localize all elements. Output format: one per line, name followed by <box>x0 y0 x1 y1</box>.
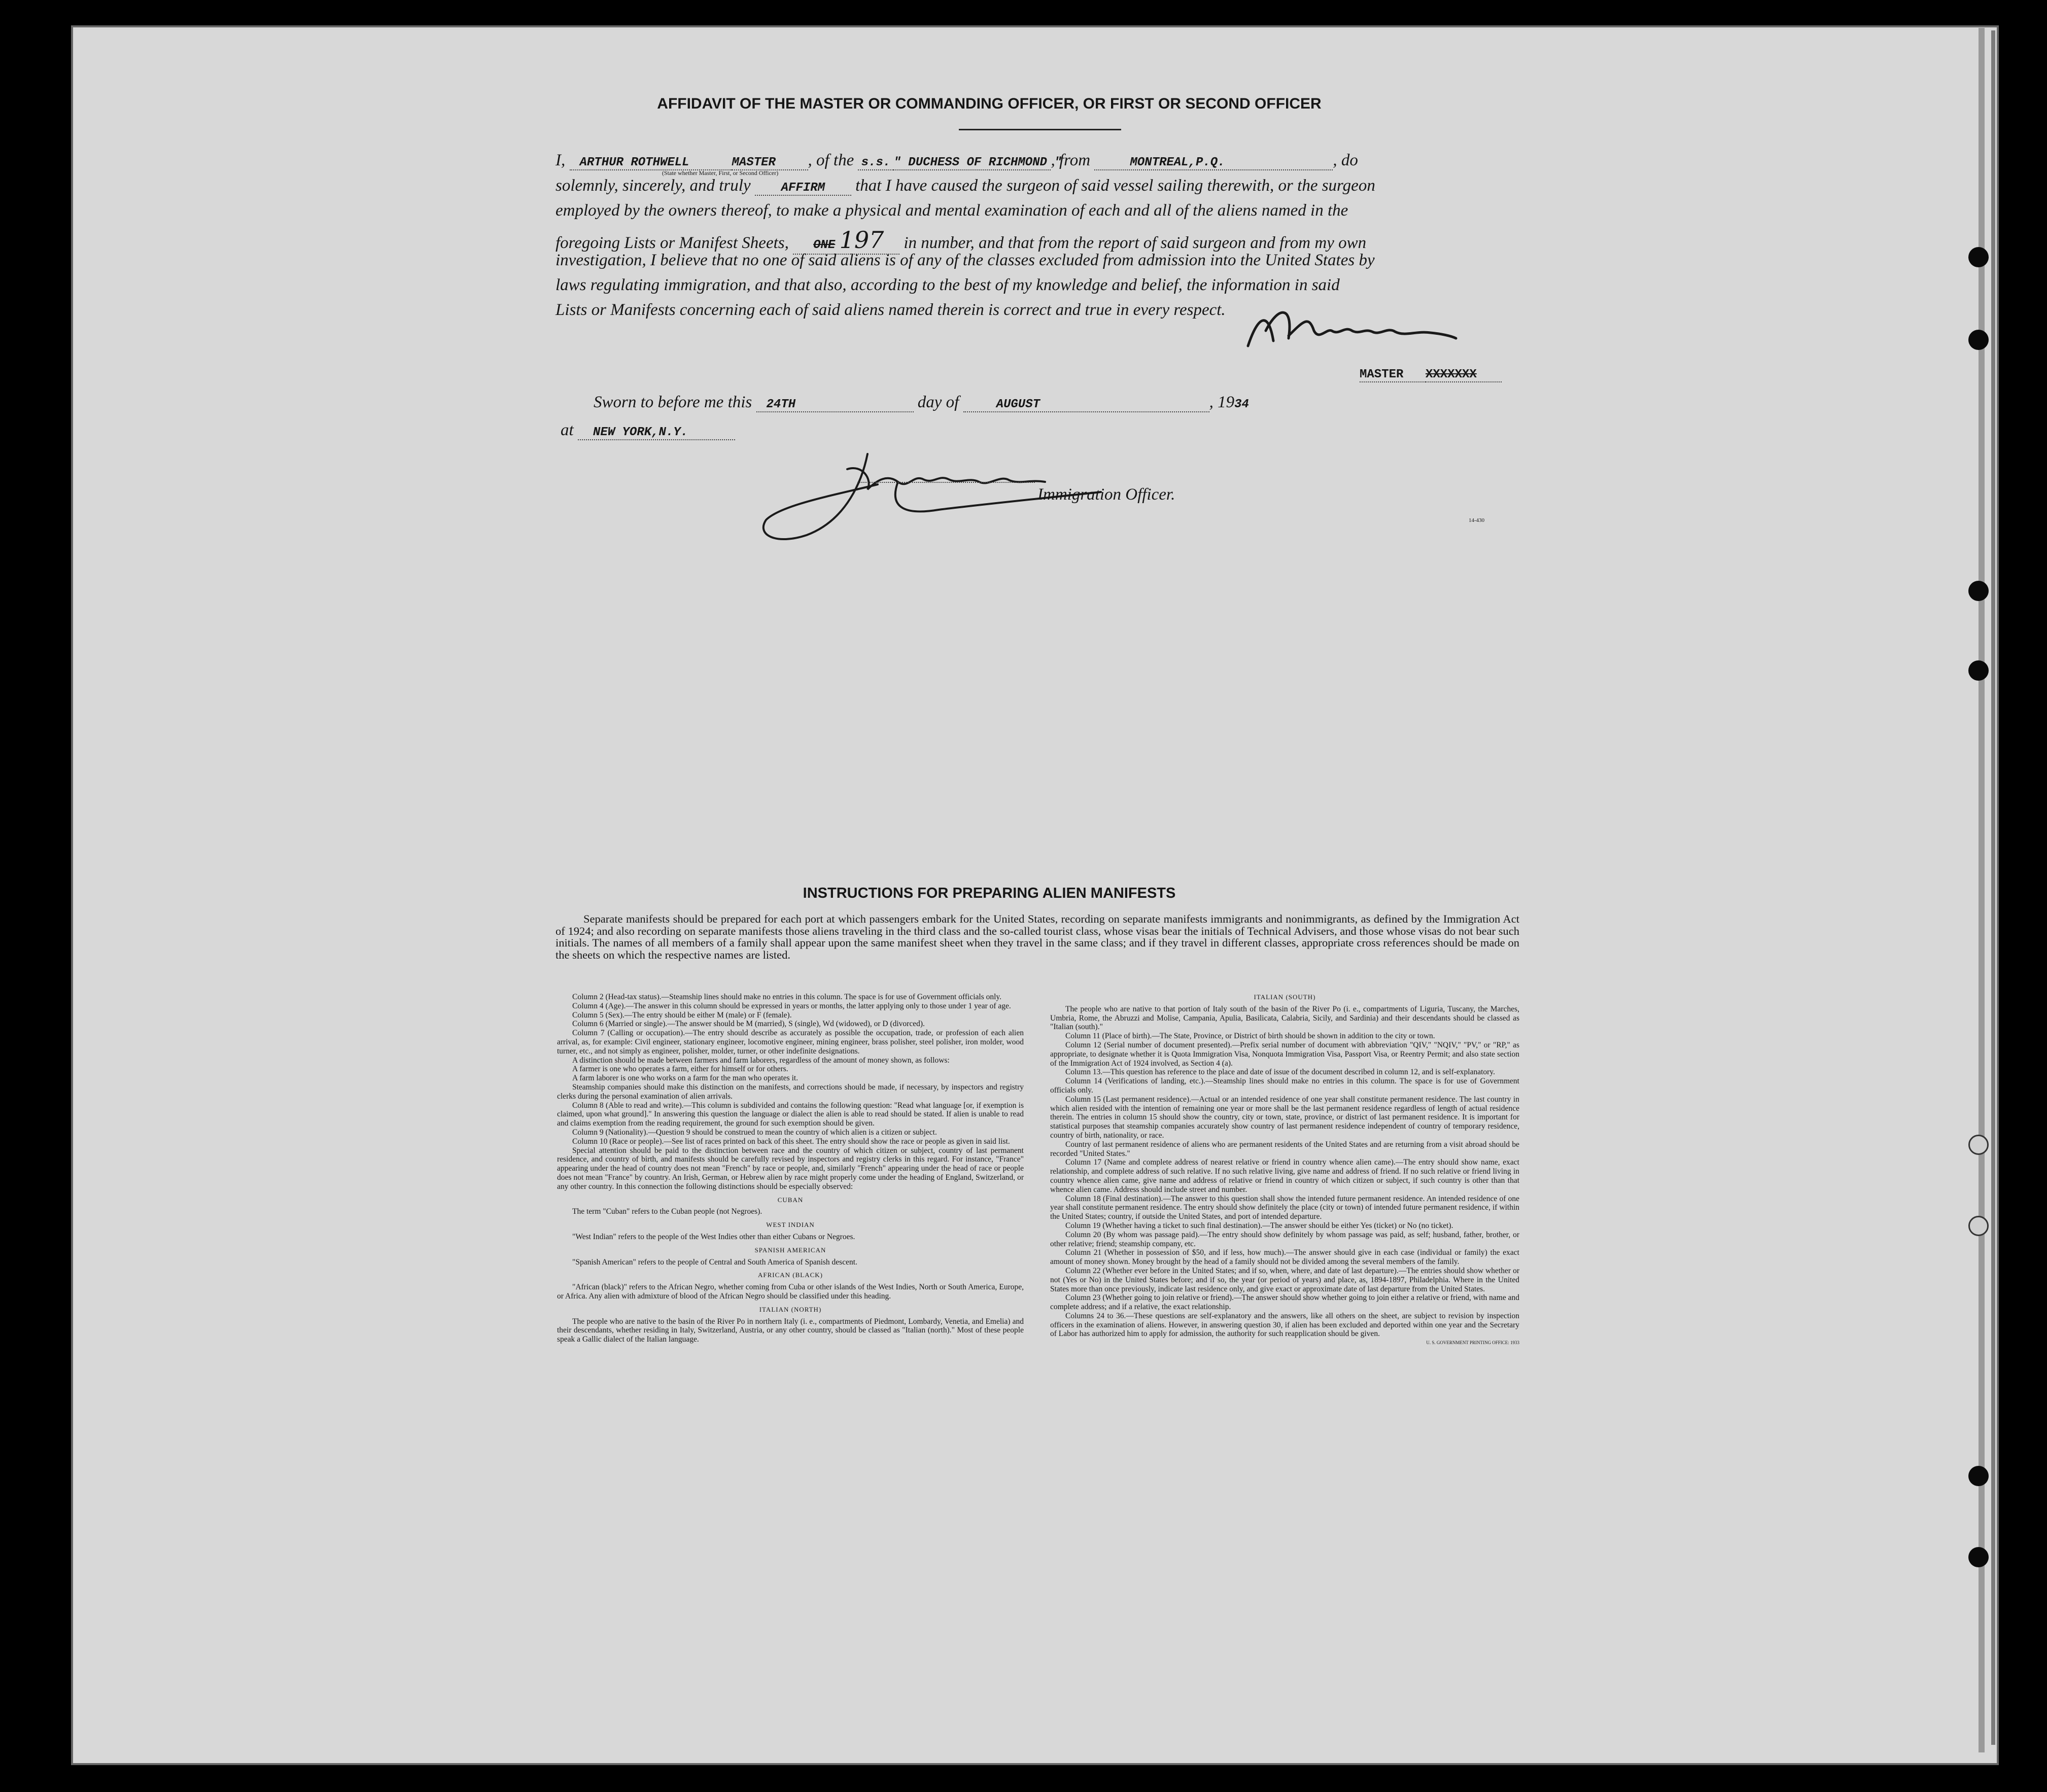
officer-sign-line <box>857 482 1035 483</box>
instruction-paragraph: Country of last permanent residence of aliens who are permanent residents of the United States and are returning from a visit abroad should be recorded "United States." <box>1050 1140 1519 1158</box>
instructions-intro: Separate manifests should be prepared for each port at which passengers embark for the United States, recording on separate manifests immigrants and nonimmigrants, as defined by the Immigration Act of 1924; and also recording on separate manifests those aliens traveling in the third class and the so-called tourist class, whose visas bear the initials of Technical Advisers, and those whose visas do not bear such initials. The names of all members of a family shall appear upon the same manifest sheet when they travel in the same class; and if they travel in different classes, appropriate cross references should be made on the sheets on which the respective names are listed. <box>556 912 1519 961</box>
sworn-line <box>594 393 1249 412</box>
binder-hole-icon <box>1968 660 1989 681</box>
do-label: , do <box>1333 151 1358 169</box>
master-signature <box>1238 300 1461 356</box>
master-name: ARTHUR ROTHWELL <box>570 156 732 170</box>
instruction-paragraph: Column 13.—This question has reference to the place and date of issue of the document described in column 12, and is self-explanatory. <box>1065 1068 1495 1077</box>
instruction-paragraph: Column 5 (Sex).—The entry should be either M (male) or F (female). <box>572 1010 792 1020</box>
instruction-paragraph: A farmer is one who operates a farm, either for himself or for others. <box>572 1065 788 1074</box>
instruction-paragraph: Column 21 (Whether in possession of $50, and if less, how much).—The answer should give in each case (individual or family) the exact amount of money shown. Money brought by the head of a family should not be divided among the several members of the family. <box>1050 1248 1519 1267</box>
instruction-paragraph: Columns 24 to 36.—These questions are self-explanatory and the answers, like all others on the sheet, are subject to revision by inspection officers in the examination of aliens. However, in answering question 30, if alien has been excluded and deported within one year and the Secretary of Labor has authorized him to apply for admission, the authority for such reapplication should be given. <box>1050 1311 1519 1339</box>
printing-office: U. S. GOVERNMENT PRINTING OFFICE: 1933 <box>1426 1340 1519 1346</box>
ship-prefix: s.s. <box>858 156 893 170</box>
instructions-right-column <box>1050 993 1519 1348</box>
west-indian-heading: WEST INDIAN <box>766 1221 815 1229</box>
instruction-paragraph: Column 10 (Race or people).—See list of races printed on back of this sheet. The entry should show the race or people as given in said list. <box>572 1137 1010 1146</box>
binder-hole-icon <box>1968 247 1989 267</box>
instruction-paragraph: Column 18 (Final destination).—The answer to this question shall show the intended future permanent residence. An intended residence of one year shall constitute permanent residence. The entry should show definitely the place (city or town) of intended future permanent residence, if within the United States; country, if outside the United States, and port of intended departure. <box>1050 1194 1519 1221</box>
page-edge <box>1991 30 1995 1745</box>
instruction-paragraph: The people who are native to that portion of Italy south of the basin of the River Po (i. e., compartments of Liguria, Tuscany, the Marches, Umbria, Rome, the Abruzzi and Molise, Campania, Apulia, Basilicata, Calabria, Sicily, and Sardinia) and their descendants should be classed as "Italian (south)." <box>1050 1004 1519 1032</box>
page-edge <box>1979 28 1985 1752</box>
signer-title-row <box>1360 368 1502 382</box>
master-rank: MASTER <box>732 156 808 170</box>
sheet-count-handwritten: 197 <box>839 226 884 254</box>
spanish-american-text: "Spanish American" refers to the people of Central and South America of Spanish descent. <box>572 1257 857 1267</box>
departure-port: MONTREAL,P.Q. <box>1094 156 1333 170</box>
italian-south-heading: ITALIAN (SOUTH) <box>1254 993 1316 1001</box>
affidavit-line-4 <box>556 226 1366 255</box>
affidavit-line-2 <box>556 177 1375 196</box>
west-indian-text: "West Indian" refers to the people of the West Indies other than either Cubans or Negroes. <box>572 1232 855 1241</box>
affidavit-title: AFFIDAVIT OF THE MASTER OR COMMANDING OFFICER, OR FIRST OR SECOND OFFICER <box>657 95 1322 112</box>
signer-title-struck: XXXXXXX <box>1426 368 1502 382</box>
form-number: 14-430 <box>1469 517 1485 523</box>
affirm-word: AFFIRM <box>755 181 851 196</box>
binder-hole-icon <box>1968 1547 1989 1567</box>
instruction-paragraph: Column 15 (Last permanent residence).—Actual or an intended residence of one year shall constitute permanent residence. The last country in which alien resided with the intention of remaining one year or more shall be the last permanent residence regardless of length of actual residence therein. The entries in column 15 should show the country, city or town, state, province, or district of last permanent residence. It is important for statistical purposes that steamship companies accurately show country of last permanent residence independent of country of temporary residence, country of birth, nationality, or race. <box>1050 1095 1519 1140</box>
affidavit-line-5: investigation, I believe that no one of said aliens is of any of the classes excluded from admission into the United States by <box>556 251 1375 269</box>
binder-hole-icon <box>1968 1216 1989 1236</box>
affidavit-line-1 <box>556 151 1358 170</box>
instruction-paragraph: Column 2 (Head-tax status).—Steamship lines should make no entries in this column. The space is for use of Government officials only. <box>572 993 1002 1001</box>
year-prefix: , 19 <box>1209 393 1235 411</box>
instruction-paragraph: A farm laborer is one who works on a farm for the man who operates it. <box>572 1074 799 1083</box>
at-line <box>561 421 735 440</box>
sheet-count-typed: ONE <box>813 238 836 252</box>
officer-title: Immigration Officer. <box>1037 485 1175 504</box>
binder-hole-icon <box>1968 1135 1989 1155</box>
solemnly-text: solemnly, sincerely, and truly <box>556 177 751 195</box>
sworn-day: 24TH <box>756 398 914 412</box>
day-of-label: day of <box>917 393 959 411</box>
i-label: I, <box>556 151 566 169</box>
sworn-label: Sworn to before me this <box>594 393 752 411</box>
instruction-paragraph: Column 19 (Whether having a ticket to such final destination).—The answer should be either Yes (ticket) or No (no ticket). <box>1065 1221 1453 1230</box>
affidavit-line-6: laws regulating immigration, and that also, according to the best of my knowledge and belief, the information in said <box>556 276 1340 294</box>
italian-north-heading: ITALIAN (NORTH) <box>759 1305 822 1313</box>
from-label: , from <box>1051 151 1091 169</box>
title-divider <box>959 129 1121 130</box>
african-text: "African (black)" refers to the African Negro, whether coming from Cuba or other islands of the West Indies, North or South America, Europe, or Africa. Any alien with admixture of blood of the African Negro should be classified under this heading. <box>557 1283 1024 1301</box>
instruction-paragraph: Column 20 (By whom was passage paid).—The entry should show definitely by whom passage was paid, as self; husband, father, brother, or other relative; friend; steamship company, etc. <box>1050 1230 1519 1248</box>
instruction-paragraph: Column 22 (Whether ever before in the United States; and if so, when, where, and date of last departure).—The entries should show whether or not (Yes or No) in the United States before; and if so, the year (or period of years) and place, as, 1894-1897, Philadelphia. Where in the United States more than once previously, indicate last residence only, and give exact or approximate date of last departure from the United States. <box>1050 1266 1519 1293</box>
sworn-place: NEW YORK,N.Y. <box>578 426 735 440</box>
instruction-paragraph: Special attention should be paid to the distinction between race and the country of which citizen or subject, country of last permanent residence, and country of birth, and manifests should be carefully revised by inspectors and registry clerks in this regard. For instance, "France" appearing under the head of country does not mean "French" by race or people, and, similarly "French" appearing under the head of race or people does not mean "France" by country. An Irish, German, or Hebrew alien by race might properly come under the heading of England, Switzerland, or any other country. In this connection the following distinctions should be especially observed: <box>557 1146 1024 1191</box>
affidavit-line-3: employed by the owners thereof, to make a physical and mental examination of each and all of the aliens named in the <box>556 201 1348 220</box>
binder-hole-icon <box>1968 1466 1989 1486</box>
instruction-paragraph: Column 7 (Calling or occupation).—The entry should describe as accurately as possible the occupation, trade, or profession of each alien arrival, as, for example: Civil engineer, stationary engineer, locomotive engineer, mining engineer, brass polisher, steel polisher, iron molder, wood turner, etc., and not simply as engineer, polisher, molder, turner, or other indefinite designations. <box>557 1029 1024 1056</box>
african-heading: AFRICAN (BLACK) <box>757 1271 823 1279</box>
rank-note: (State whether Master, First, or Second Officer) <box>662 169 779 177</box>
instruction-paragraph: A distinction should be made between farmers and farm laborers, regardless of the amount of money shown, as follows: <box>572 1056 950 1065</box>
line-4b-text: in number, and that from the report of said surgeon and from my own <box>904 234 1367 252</box>
instruction-paragraph: Column 4 (Age).—The answer in this column should be expressed in years or months, the latter applying only to those under 1 year of age. <box>572 1001 1011 1010</box>
year-suffix: 34 <box>1234 398 1249 411</box>
instructions-title: INSTRUCTIONS FOR PREPARING ALIEN MANIFESTS <box>803 885 1176 901</box>
spanish-american-heading: SPANISH AMERICAN <box>754 1246 826 1254</box>
instruction-paragraph: Column 6 (Married or single).—The answer should be M (married), S (single), Wd (widowed), or D (divorced). <box>572 1020 925 1029</box>
instruction-paragraph: Column 11 (Place of birth).—The State, Province, or District of birth should be shown in addition to the city or town. <box>1065 1032 1435 1041</box>
affidavit-line-7: Lists or Manifests concerning each of said aliens named therein is correct and true in every respect. <box>556 301 1226 319</box>
cuban-text: The term "Cuban" refers to the Cuban people (not Negroes). <box>572 1207 762 1216</box>
signer-title: MASTER <box>1360 368 1426 382</box>
instruction-paragraph: Column 8 (Able to read and write).—This column is subdivided and contains the following question: "Read what language [or, if exemption is claimed, upon what ground]." In answering this question the language or dialect the alien is able to read should be stated. If alien is unable to read and claims exemption from the reading requirement, the ground for such exemption should be given. <box>557 1101 1024 1128</box>
instruction-paragraph: Column 9 (Nationality).—Question 9 should be construed to mean the country of which alien is a citizen or subject. <box>572 1128 937 1137</box>
cuban-heading: CUBAN <box>777 1196 804 1204</box>
instruction-paragraph: Column 23 (Whether going to join relative or friend).—The answer should show whether going to join either a relative or friend, with name and complete address; and if a relative, the exact relationship. <box>1050 1293 1519 1312</box>
sheet-count <box>793 226 899 255</box>
ship-name: " DUCHESS OF RICHMOND " <box>893 156 1062 169</box>
of-the-label: , of the <box>808 151 854 169</box>
sworn-month: AUGUST <box>963 398 1209 412</box>
line-4a-text: foregoing Lists or Manifest Sheets, <box>556 234 789 252</box>
binder-hole-icon <box>1968 581 1989 601</box>
instruction-paragraph: Steamship companies should make this distinction on the manifests, and corrections should be made, if necessary, by inspectors and registry clerks during the personal examination of alien arrivals. <box>557 1082 1024 1101</box>
instruction-paragraph: Column 17 (Name and complete address of nearest relative or friend in country whence alien came).—The entry should show name, exact relationship, and complete address of such relative. If no such relative living, give name and address of friend. If no such relative or friend living in country whence alien came, give name and address of relative or friend in country of which citizen or subject, if such country is other than that whence alien came. Address should include street and number. <box>1050 1158 1519 1194</box>
instruction-paragraph: Column 14 (Verifications of landing, etc.).—Steamship lines should make no entries in this column. The space is for use of Government officials only. <box>1050 1077 1519 1095</box>
instruction-paragraph: Column 12 (Serial number of document presented).—Prefix serial number of document with abbreviation "QIV," "NQIV," "PV," or "RP," as appropriate, to designate whether it is Quota Immigration Visa, Nonquota Immigration Visa, Passport Visa, or Reentry Permit; and also state section of the Immigration Act of 1924 involved, as Section 4 (a). <box>1050 1040 1519 1068</box>
binder-hole-icon <box>1968 330 1989 350</box>
line-2-text: that I have caused the surgeon of said vessel sailing therewith, or the surgeon <box>855 177 1375 195</box>
at-label: at <box>561 421 574 439</box>
italian-north-text: The people who are native to the basin of the River Po in northern Italy (i. e., compartments of Piedmont, Lombardy, Venetia, and Emelia) and their descendants, whether residing in Italy, Switzerland, Austria, or any other country, should be classed as "Italian (north)." Most of these people speak a Gallic dialect of the Italian language. <box>557 1317 1024 1344</box>
instructions-left-column <box>557 993 1024 1344</box>
